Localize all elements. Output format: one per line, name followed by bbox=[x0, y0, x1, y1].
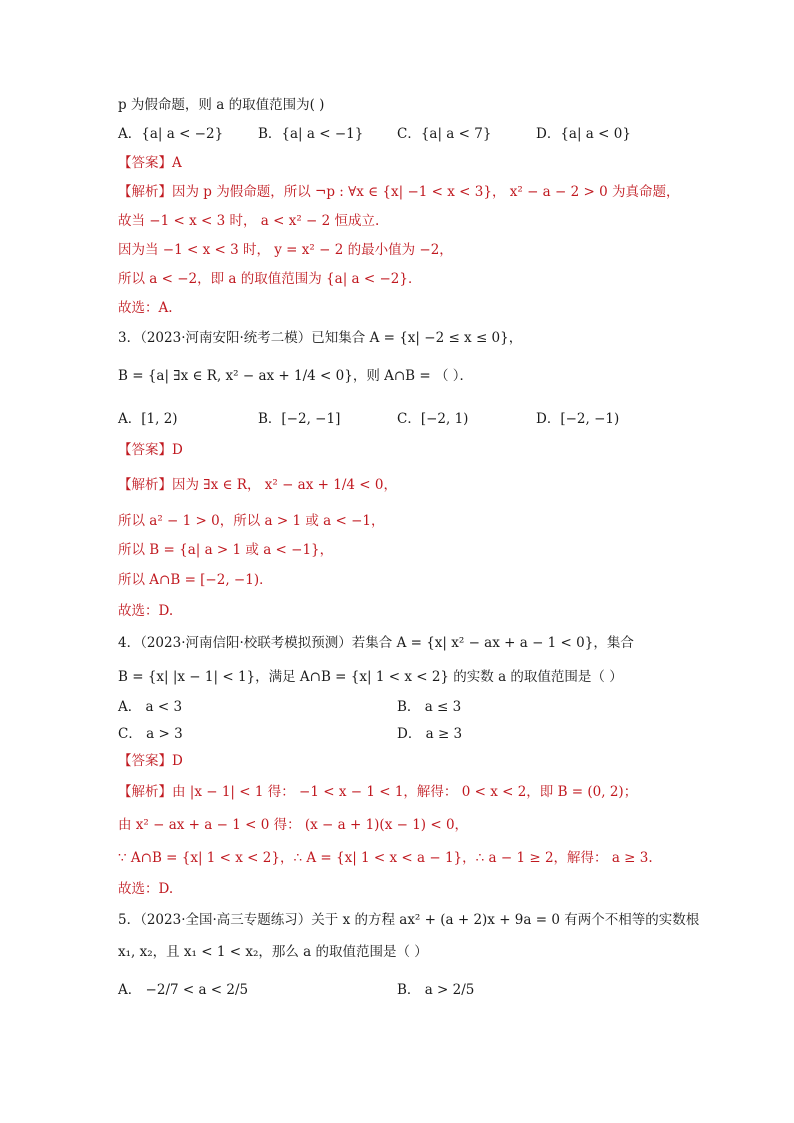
question-5-stem-1: 5．（2023·全国·高三专题练习）关于 x 的方程 ax² + (a + 2)x + 9a = 0 有两个不相等的实数根 bbox=[118, 912, 700, 928]
q2-analysis-2: 故当 −1 < x < 3 时， a < x² − 2 恒成立. bbox=[118, 213, 380, 229]
q2-option-b: B．{a| a < −1} bbox=[258, 126, 364, 142]
question-3-stem-2: B = {a| ∃x ∈ R, x² − ax + 1/4 < 0}，则 A∩B = （ ）． bbox=[118, 368, 474, 384]
q4-option-c: C． a > 3 bbox=[118, 726, 183, 742]
q3-option-b: B．[−2, −1] bbox=[258, 411, 341, 427]
q4-choice: 故选：D. bbox=[118, 881, 174, 897]
q4-option-d: D． a ≥ 3 bbox=[397, 726, 463, 742]
q3-option-a: A．[1, 2) bbox=[118, 411, 178, 427]
q4-analysis-1: 【解析】由 |x − 1| < 1 得： −1 < x − 1 < 1，解得： 0 < x < 2，即 B = (0, 2)； bbox=[118, 784, 638, 800]
question-5-stem-2: x₁, x₂，且 x₁ < 1 < x₂，那么 a 的取值范围是（ ） bbox=[118, 944, 428, 960]
q5-option-a: A． −2/7 < a < 2/5 bbox=[118, 982, 249, 998]
q2-option-c: C．{a| a < 7} bbox=[397, 126, 492, 142]
q3-analysis-4: 所以 A∩B = [−2, −1)． bbox=[118, 572, 273, 588]
q4-option-a: A． a < 3 bbox=[118, 699, 183, 715]
q2-analysis-1: 【解析】因为 p 为假命题，所以 ¬p : ∀x ∈ {x| −1 < x < 3}， x² − a − 2 > 0 为真命题， bbox=[118, 184, 680, 200]
question-4-stem-2: B = {x| |x − 1| < 1}，满足 A∩B = {x| 1 < x < 2} 的实数 a 的取值范围是（ ） bbox=[118, 669, 623, 685]
q2-option-a: A．{a| a < −2} bbox=[118, 126, 224, 142]
q4-option-b: B． a ≤ 3 bbox=[397, 699, 462, 715]
question-4-stem-1: 4．（2023·河南信阳·校联考模拟预测）若集合 A = {x| x² − ax + a − 1 < 0}，集合 bbox=[118, 635, 634, 651]
q4-answer: 【答案】D bbox=[118, 753, 183, 769]
q3-answer: 【答案】D bbox=[118, 442, 183, 458]
q3-choice: 故选：D. bbox=[118, 603, 174, 619]
q2-answer: 【答案】A bbox=[118, 155, 182, 171]
q4-analysis-3: ∵ A∩B = {x| 1 < x < 2}，∴ A = {x| 1 < x < a − 1}，∴ a − 1 ≥ 2，解得： a ≥ 3. bbox=[118, 850, 653, 866]
q3-option-c: C．[−2, 1) bbox=[397, 411, 469, 427]
q2-analysis-4: 所以 a < −2，即 a 的取值范围为 {a| a < −2}． bbox=[118, 271, 422, 287]
q2-choice: 故选：A. bbox=[118, 300, 173, 316]
q3-option-d: D．[−2, −1) bbox=[536, 411, 620, 427]
q3-analysis-2: 所以 a² − 1 > 0，所以 a > 1 或 a < −1， bbox=[118, 513, 385, 529]
q2-option-d: D．{a| a < 0} bbox=[536, 126, 631, 142]
q5-option-b: B． a > 2/5 bbox=[397, 982, 475, 998]
question-3-stem-1: 3．（2023·河南安阳·统考二模）已知集合 A = {x| −2 ≤ x ≤ 0}， bbox=[118, 330, 523, 346]
question-2-stem-end: p 为假命题，则 a 的取值范围为( ) bbox=[118, 97, 325, 113]
q3-analysis-3: 所以 B = {a| a > 1 或 a < −1}， bbox=[118, 542, 334, 558]
q2-analysis-3: 因为当 −1 < x < 3 时， y = x² − 2 的最小值为 −2， bbox=[118, 242, 453, 258]
q3-analysis-1: 【解析】因为 ∃x ∈ R， x² − ax + 1/4 < 0， bbox=[118, 477, 397, 493]
q4-analysis-2: 由 x² − ax + a − 1 < 0 得： (x − a + 1)(x − 1) < 0， bbox=[118, 817, 469, 833]
